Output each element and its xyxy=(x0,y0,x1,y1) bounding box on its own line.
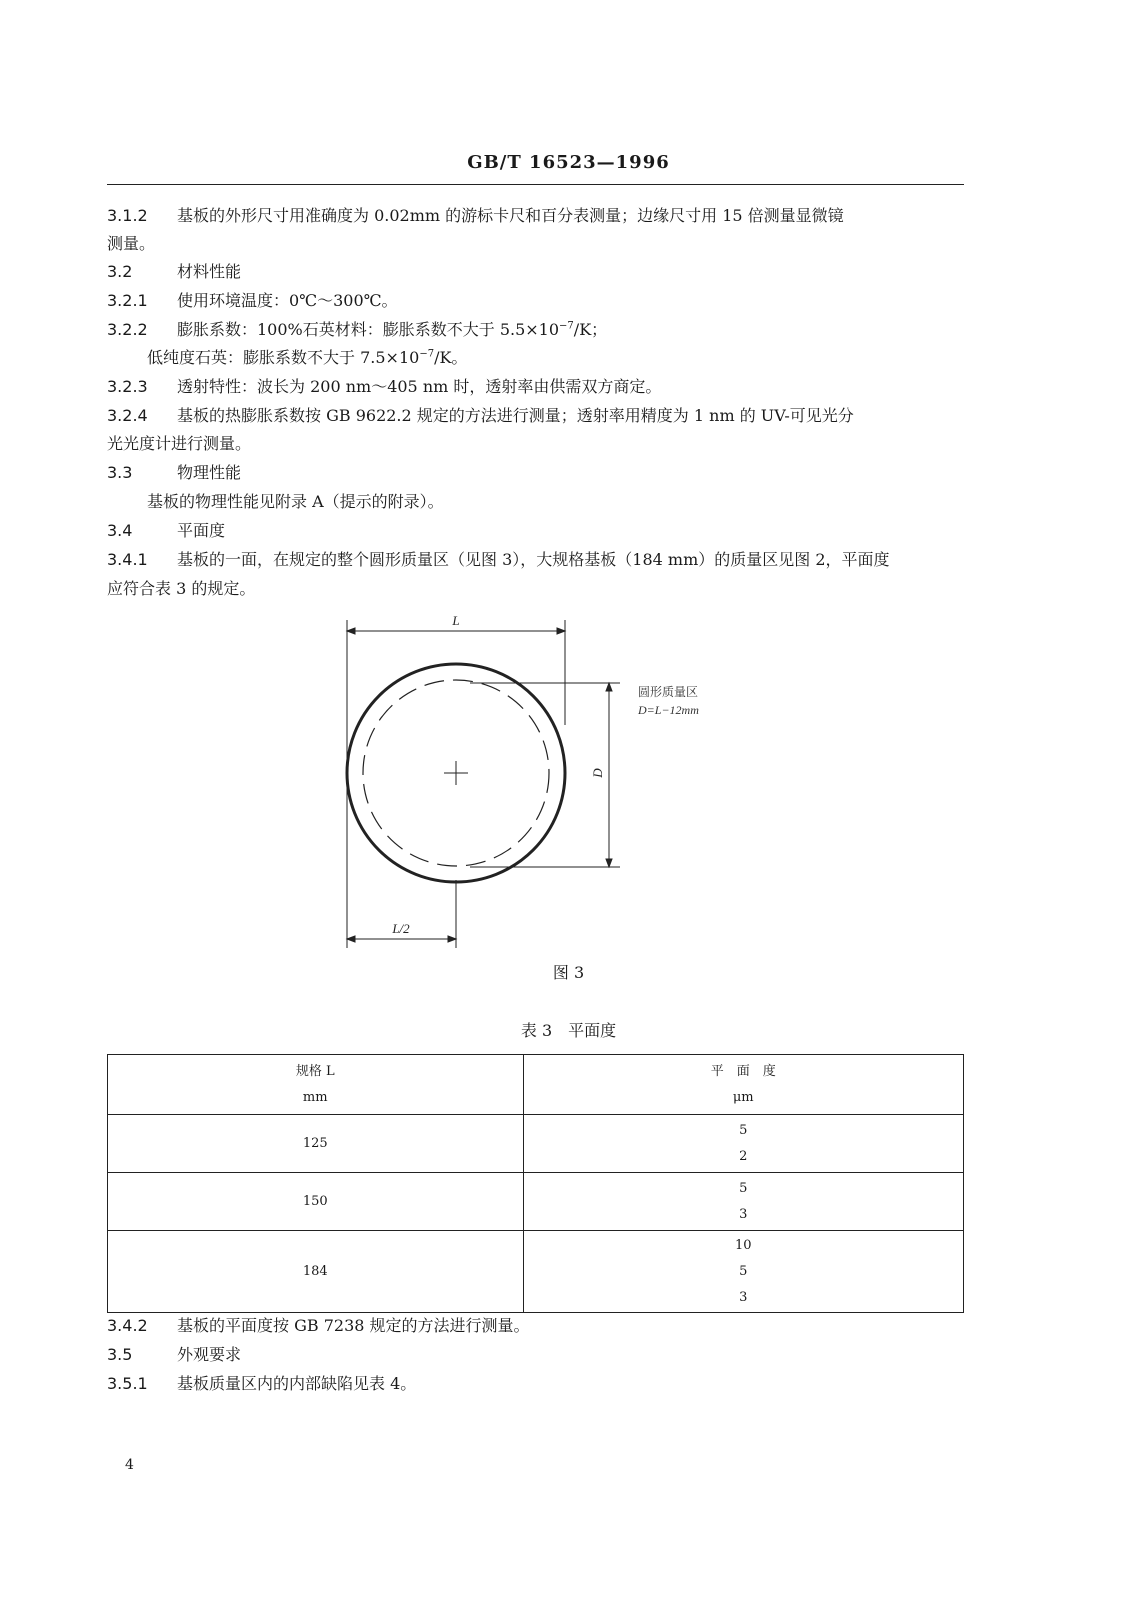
clause-text: 低纯度石英：膨胀系数不大于 7.5×10 xyxy=(147,348,420,367)
size-cell: 125 xyxy=(108,1115,524,1173)
clause-text: 使用环境温度：0℃～300℃。 xyxy=(177,291,398,310)
section-3-4-heading xyxy=(107,517,967,545)
size-cell: 184 xyxy=(108,1231,524,1313)
header-size xyxy=(108,1055,524,1115)
table-row xyxy=(108,1115,964,1173)
size-cell: 150 xyxy=(108,1173,524,1231)
clause-text: 光光度计进行测量。 xyxy=(107,434,252,453)
flatness-value: 5 xyxy=(739,1263,748,1279)
header-rule xyxy=(107,184,964,185)
flatness-cell xyxy=(523,1173,964,1231)
clause-text: 应符合表 3 的规定。 xyxy=(107,579,256,598)
section-title: 外观要求 xyxy=(177,1345,242,1364)
exponent: −7 xyxy=(559,320,574,332)
flatness-cell xyxy=(523,1115,964,1173)
header-size-label: 规格 L xyxy=(295,1063,335,1079)
clause-number: 3.4.2 xyxy=(107,1316,148,1335)
para-3-2-1 xyxy=(107,287,967,315)
clause-number: 3.5 xyxy=(107,1345,133,1364)
clause-number: 3.3 xyxy=(107,463,133,482)
clause-number: 3.2.3 xyxy=(107,377,148,396)
clause-text: 膨胀系数：100%石英材料：膨胀系数不大于 5.5×10 xyxy=(177,320,560,339)
flatness-value: 10 xyxy=(734,1237,752,1253)
page-number: 4 xyxy=(125,1457,134,1473)
label-D: D xyxy=(590,768,605,778)
flatness-value: 2 xyxy=(739,1148,748,1164)
para-3-1-2 xyxy=(107,202,967,230)
exponent: −7 xyxy=(419,348,435,360)
table-caption: 表 3 平面度 xyxy=(520,1021,617,1040)
para-3-5-1 xyxy=(107,1370,967,1398)
section-title: 平面度 xyxy=(177,521,226,540)
clause-text: 基板的物理性能见附录 A（提示的附录）。 xyxy=(147,492,444,511)
flatness-value: 3 xyxy=(739,1206,748,1222)
clause-number: 3.1.2 xyxy=(107,206,148,225)
para-3-2-2 xyxy=(107,316,967,344)
para-3-2-4-cont xyxy=(107,430,967,458)
document-header: GB/T 16523—1996 xyxy=(467,152,670,173)
header-flatness-unit: μm xyxy=(732,1089,754,1105)
para-3-4-1 xyxy=(107,546,967,574)
section-3-3-heading xyxy=(107,459,967,487)
para-3-3-body xyxy=(147,488,1007,516)
clause-text-tail: /K。 xyxy=(434,348,468,367)
flatness-value: 5 xyxy=(739,1122,748,1138)
clause-text: 基板的热膨胀系数按 GB 9622.2 规定的方法进行测量；透射率用精度为 1 nm 的 UV-可见光分 xyxy=(177,406,854,425)
table-header-row xyxy=(108,1055,964,1115)
para-3-1-2-cont xyxy=(107,230,967,258)
clause-text: 透射特性：波长为 200 nm～405 nm 时，透射率由供需双方商定。 xyxy=(177,377,662,396)
clause-text: 基板质量区内的内部缺陷见表 4。 xyxy=(177,1374,417,1393)
section-3-2-heading xyxy=(107,258,967,286)
clause-number: 3.5.1 xyxy=(107,1374,148,1393)
header-flatness xyxy=(523,1055,964,1115)
flatness-value: 5 xyxy=(739,1180,748,1196)
header-flatness-label: 平 面 度 xyxy=(710,1063,776,1079)
zone-formula: D=L−12mm xyxy=(638,703,699,717)
para-3-2-2-cont xyxy=(147,344,1007,372)
para-3-2-3 xyxy=(107,373,967,401)
para-3-2-4 xyxy=(107,402,967,430)
para-3-4-1-cont xyxy=(107,575,967,603)
table-row xyxy=(108,1231,964,1313)
label-L: L xyxy=(452,615,460,628)
flatness-table xyxy=(107,1054,964,1313)
clause-text: 基板的外形尺寸用准确度为 0.02mm 的游标卡尺和百分表测量；边缘尺寸用 15 倍测量显微镜 xyxy=(177,206,844,225)
clause-number: 3.4 xyxy=(107,521,133,540)
para-3-4-2 xyxy=(107,1312,967,1340)
label-L-half: L/2 xyxy=(392,921,410,936)
header-size-unit: mm xyxy=(302,1089,328,1105)
flatness-cell xyxy=(523,1231,964,1313)
zone-title: 圆形质量区 xyxy=(638,685,699,699)
flatness-value: 3 xyxy=(739,1289,748,1305)
clause-number: 3.2.1 xyxy=(107,291,148,310)
section-title: 材料性能 xyxy=(177,262,242,281)
clause-number: 3.2 xyxy=(107,262,133,281)
clause-text: 基板的平面度按 GB 7238 规定的方法进行测量。 xyxy=(177,1316,530,1335)
clause-text-tail: /K； xyxy=(573,320,608,339)
clause-text: 基板的一面，在规定的整个圆形质量区（见图 3），大规格基板（184 mm）的质量区见图 2，平面度 xyxy=(177,550,890,569)
clause-number: 3.2.2 xyxy=(107,320,148,339)
table-row xyxy=(108,1173,964,1231)
section-title: 物理性能 xyxy=(177,463,242,482)
clause-number: 3.2.4 xyxy=(107,406,148,425)
clause-number: 3.4.1 xyxy=(107,550,148,569)
section-3-5-heading xyxy=(107,1341,967,1369)
figure-caption: 图 3 xyxy=(552,963,585,982)
figure-3-diagram xyxy=(330,615,760,970)
clause-text: 测量。 xyxy=(107,234,156,253)
